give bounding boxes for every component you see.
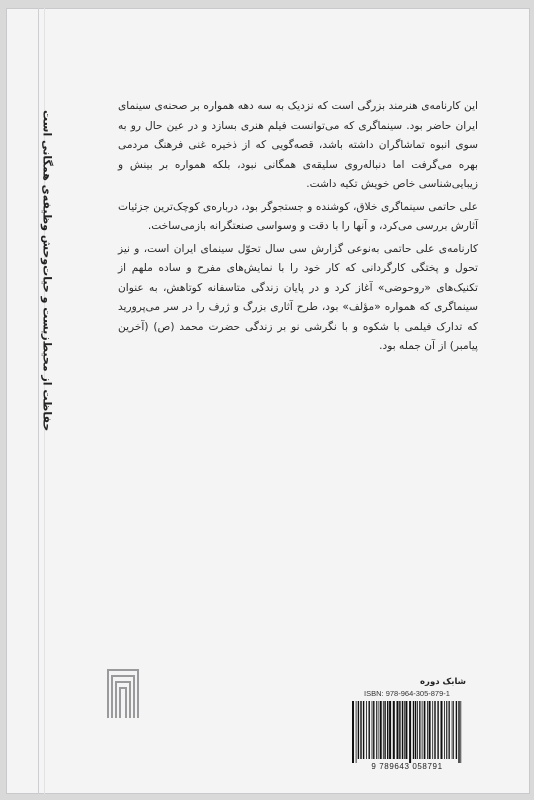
barcode-bar — [358, 701, 359, 759]
blurb-paragraph: کارنامه‌ی علی حاتمی به‌نوعی گزارش سی سال تحوّل سینمای ایران است، و نیز تحول و پختگی کارگردانی که کار خود را با نمایش‌های مفرح و ساده ملهم از تکنیک‌های «روحوضی» آغاز کرد و در پایان زندگی متاسفانه کوتاهش، به عنوان سینماگری که همواره «مؤلف» بود، طرح آثاری بزرگ و ژرف را در سر می‌پرورید که تدارک فیلمی با شکوه و با نگرشی نو بر زندگی حضرت محمد (ص) (آخرین پیامبر) از آن جمله بود. — [118, 242, 478, 352]
barcode-bar — [449, 701, 450, 759]
barcode-bar — [397, 701, 399, 759]
barcode-bar — [417, 701, 418, 759]
spine-divider — [38, 8, 39, 794]
barcode-bar — [380, 701, 382, 759]
barcode — [348, 701, 466, 763]
barcode-bar — [378, 701, 379, 759]
barcode-bar — [427, 701, 428, 759]
barcode-bar — [456, 701, 457, 759]
barcode-bar — [452, 701, 453, 759]
barcode-bar — [460, 701, 461, 763]
barcode-digits: 9 789643 058791 — [371, 762, 443, 771]
barcode-bar — [434, 701, 435, 759]
barcode-bar — [372, 701, 373, 759]
barcode-bar — [421, 701, 422, 759]
barcode-bar — [363, 701, 364, 759]
barcode-bar — [404, 701, 405, 759]
barcode-bar — [383, 701, 384, 759]
barcode-bar — [389, 701, 391, 759]
barcode-bar — [399, 701, 400, 759]
barcode-bar — [441, 701, 443, 759]
barcode-bar — [387, 701, 388, 759]
isbn-block — [348, 676, 466, 771]
barcode-bar — [424, 701, 425, 759]
barcode-bar — [419, 701, 420, 759]
barcode-bar — [360, 701, 361, 759]
barcode-bar — [413, 701, 414, 759]
barcode-bar — [384, 701, 385, 759]
barcode-bar — [373, 701, 374, 759]
blurb-text — [118, 97, 478, 357]
barcode-bar — [432, 701, 433, 759]
barcode-bar — [444, 701, 445, 759]
barcode-bar — [356, 701, 357, 763]
barcode-bar — [423, 701, 424, 759]
barcode-bar — [352, 701, 354, 763]
isbn-label: شابک دوره — [420, 677, 466, 687]
barcode-bar — [415, 701, 416, 759]
barcode-bar — [446, 701, 447, 759]
barcode-bar — [402, 701, 403, 759]
spine-slogan: حفاظت از محیط‌زیست و حیات‌وحش وظیفه‌ی همگانی است — [40, 110, 54, 432]
publisher-logo-icon — [104, 660, 142, 720]
barcode-bar — [405, 701, 407, 759]
blurb-paragraph: علی حاتمی سینماگری خلاق، کوشنده و جستجوگر بود، درباره‌ی کوچک‌ترین جزئیات آثارش بررسی می‌کرد، و آنها را با دقت و وسواسی صنعتگرانه بازمی‌ساخت. — [118, 200, 478, 232]
barcode-bar — [448, 701, 449, 759]
blurb-paragraph: این کارنامه‌ی هنرمند بزرگی است که نزدیک به سه دهه همواره بر صحنه‌ی سینمای ایران حاضر بود. سینماگری که می‌توانست فیلم هنری بسازد و در عین حال رو به سوی انبوه تماشاگران داشته باشد، قصه‌گویی که از ذخیره غنی فرهنگ مردمی بهره می‌گرفت اما دنباله‌روی سلیقه‌ی همگانی نبود، بلکه همواره بر بینش و زیبایی‌شناسی خاص خویش تکیه داشت. — [118, 100, 478, 190]
barcode-bar — [376, 701, 377, 759]
barcode-bar — [369, 701, 370, 759]
barcode-bar — [409, 701, 411, 763]
barcode-bar — [393, 701, 395, 759]
isbn-number: ISBN: 978-964-305-879-1 — [364, 689, 450, 698]
barcode-bar — [366, 701, 367, 759]
barcode-bar — [429, 701, 431, 759]
barcode-bar — [458, 701, 459, 763]
barcode-bar — [437, 701, 438, 759]
barcode-bar — [453, 701, 454, 759]
